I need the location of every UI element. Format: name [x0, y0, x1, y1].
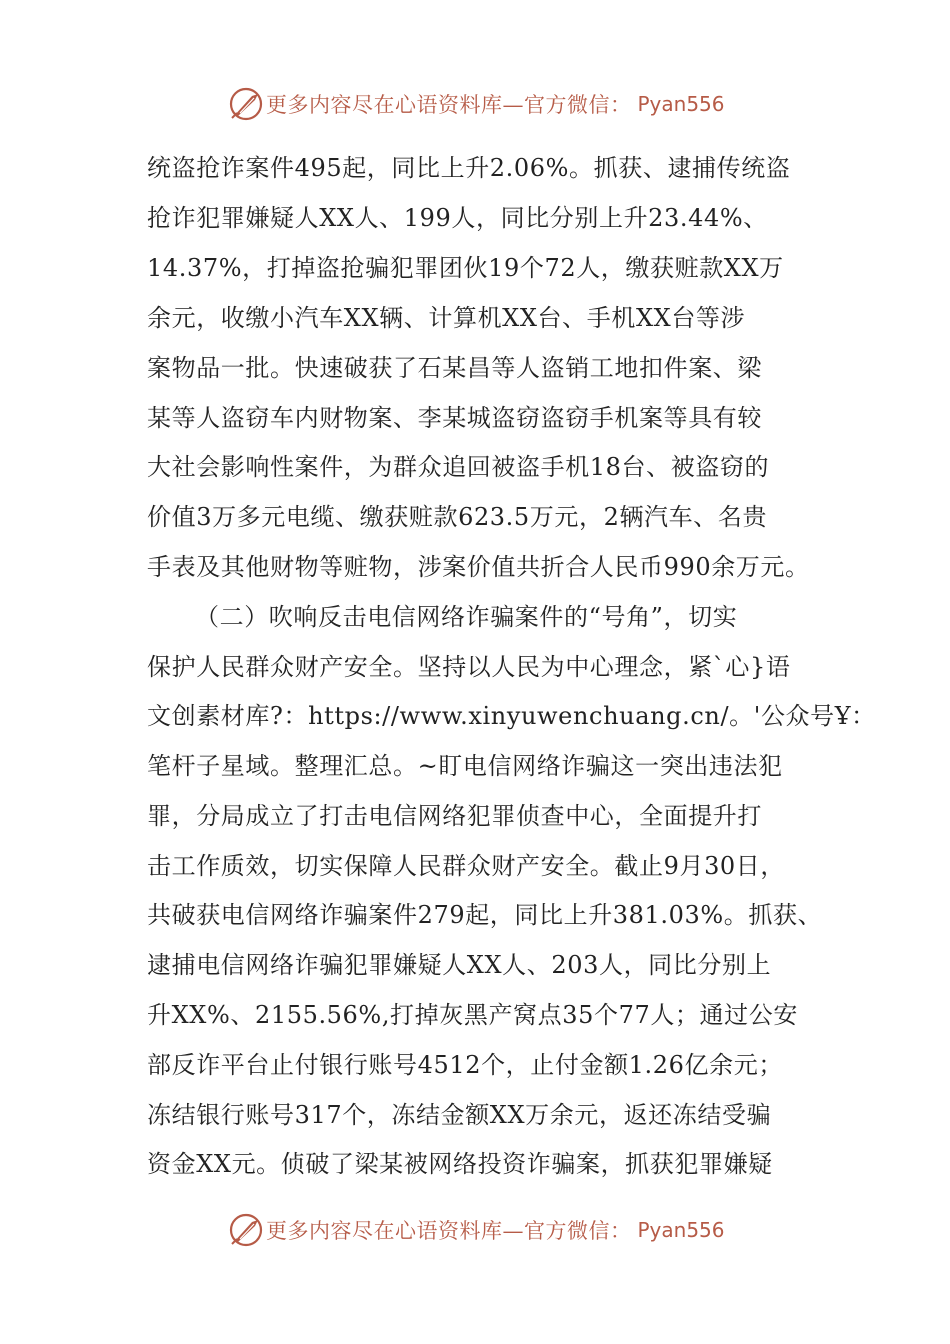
- footer-wechat-id: Pyan556: [637, 1218, 725, 1242]
- body-line: 击工作质效，切实保障人民群众财产安全。截止9月30日，: [147, 852, 786, 880]
- body-line: 价值3万多元电缆、缴获赃款623.5万元，2辆汽车、名贵: [147, 503, 768, 531]
- header-wechat-id: Pyan556: [637, 92, 725, 116]
- quill-pen-logo-icon: [228, 86, 264, 122]
- body-line: 统盗抢诈案件495起，同比上升2.06%。抓获、逮捕传统盗: [147, 154, 791, 182]
- body-line: 共破获电信网络诈骗案件279起，同比上升381.03%。抓获、: [147, 901, 823, 929]
- paragraph-heading-line: （二）吹响反击电信网络诈骗案件的“号角”，切实: [195, 603, 738, 631]
- body-line: 保护人民群众财产安全。坚持以人民为中心理念，紧`心}语: [147, 653, 791, 681]
- header-banner-text: 更多内容尽在心语资料库—官方微信：: [266, 93, 632, 117]
- body-line: 罪，分局成立了打击电信网络犯罪侦查中心，全面提升打: [147, 802, 762, 830]
- body-line: 资金XX元。侦破了梁某被网络投资诈骗案，抓获犯罪嫌疑: [147, 1150, 773, 1178]
- body-line: 逮捕电信网络诈骗犯罪嫌疑人XX人、203人，同比分别上: [147, 951, 772, 979]
- body-line: 大社会影响性案件，为群众追回被盗手机18台、被盗窃的: [147, 453, 770, 481]
- body-line: 手表及其他财物等赃物，涉案价值共折合人民币990余万元。: [147, 553, 810, 581]
- body-line: 文创素材库?：https://www.xinyuwenchuang.cn/。'公众号Ұ：: [147, 702, 876, 730]
- body-line: 部反诈平台止付银行账号4512个，止付金额1.26亿余元；: [147, 1051, 783, 1079]
- header-banner: [228, 84, 725, 124]
- body-line: 抢诈犯罪嫌疑人XX人、199人，同比分别上升23.44%、: [147, 204, 768, 232]
- body-line: 余元，收缴小汽车XX辆、计算机XX台、手机XX台等涉: [147, 304, 746, 332]
- footer-banner: [228, 1210, 725, 1250]
- body-line: 冻结银行账号317个，冻结金额XX万余元，返还冻结受骗: [147, 1101, 772, 1129]
- quill-pen-logo-icon: [228, 1212, 264, 1248]
- body-line: 案物品一批。快速破获了石某昌等人盗销工地扣件案、梁: [147, 354, 762, 382]
- body-line: 14.37%，打掉盗抢骗犯罪团伙19个72人，缴获赃款XX万: [147, 254, 784, 282]
- body-line: 升XX%、2155.56%,打掉灰黑产窝点35个77人；通过公安: [147, 1001, 798, 1029]
- body-line: 某等人盗窃车内财物案、李某城盗窃盗窃手机案等具有较: [147, 404, 762, 432]
- body-line: 笔杆子星域。整理汇总。~盯电信网络诈骗这一突出违法犯: [147, 752, 783, 780]
- footer-banner-text: 更多内容尽在心语资料库—官方微信：: [266, 1219, 632, 1243]
